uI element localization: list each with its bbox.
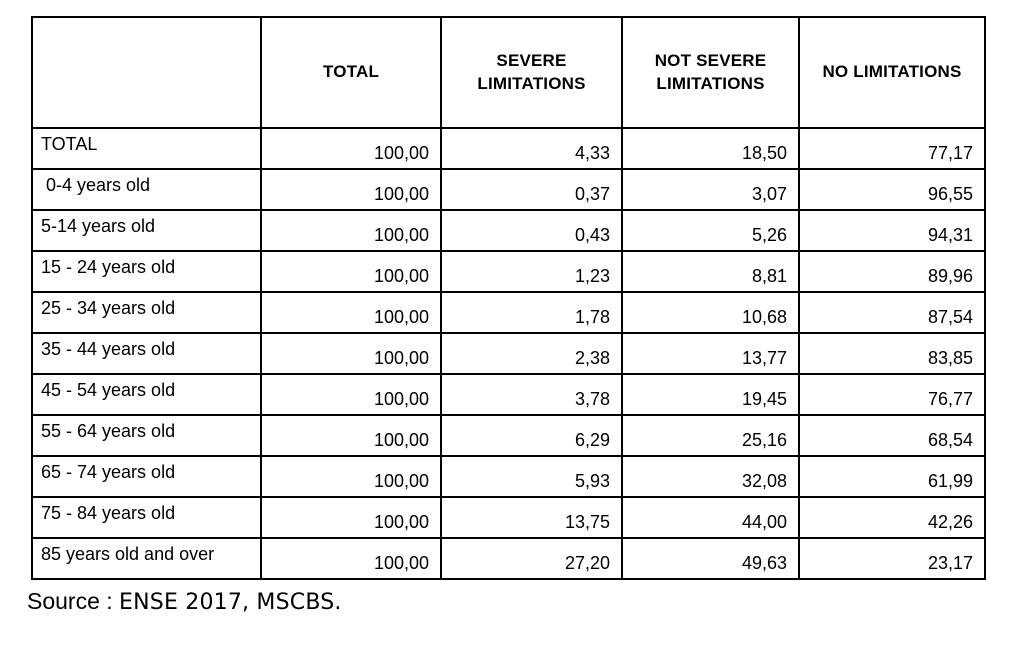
value-cell: 18,50 (622, 128, 799, 169)
value-cell: 0,37 (441, 169, 622, 210)
value-cell: 8,81 (622, 251, 799, 292)
value-cell: 100,00 (261, 292, 441, 333)
value-cell: 2,38 (441, 333, 622, 374)
row-label: 15 - 24 years old (32, 251, 261, 292)
table-row (32, 169, 985, 210)
value-cell: 100,00 (261, 210, 441, 251)
source-note (27, 588, 342, 615)
col-header-no-limitations: NO LIMITATIONS (799, 17, 985, 128)
value-cell: 5,93 (441, 456, 622, 497)
limitations-by-age-table (31, 16, 986, 580)
value-cell: 0,43 (441, 210, 622, 251)
value-cell: 10,68 (622, 292, 799, 333)
value-cell: 100,00 (261, 415, 441, 456)
row-label: TOTAL (32, 128, 261, 169)
row-label: 65 - 74 years old (32, 456, 261, 497)
value-cell: 27,20 (441, 538, 622, 579)
table-row (32, 251, 985, 292)
value-cell: 49,63 (622, 538, 799, 579)
table-row (32, 374, 985, 415)
table-row (32, 333, 985, 374)
row-label: 75 - 84 years old (32, 497, 261, 538)
table-row (32, 128, 985, 169)
table-row (32, 497, 985, 538)
value-cell: 1,23 (441, 251, 622, 292)
value-cell: 3,78 (441, 374, 622, 415)
row-label: 5-14 years old (32, 210, 261, 251)
value-cell: 42,26 (799, 497, 985, 538)
value-cell: 23,17 (799, 538, 985, 579)
value-cell: 61,99 (799, 456, 985, 497)
value-cell: 100,00 (261, 169, 441, 210)
table-body (32, 128, 985, 579)
table-row (32, 210, 985, 251)
value-cell: 13,77 (622, 333, 799, 374)
col-header-severe-limitations: SEVERE LIMITATIONS (441, 17, 622, 128)
table-header (32, 17, 985, 128)
source-label: Source : (27, 588, 113, 614)
value-cell: 1,78 (441, 292, 622, 333)
value-cell: 68,54 (799, 415, 985, 456)
value-cell: 100,00 (261, 374, 441, 415)
row-label: 45 - 54 years old (32, 374, 261, 415)
value-cell: 3,07 (622, 169, 799, 210)
row-label: 55 - 64 years old (32, 415, 261, 456)
row-label: 0-4 years old (32, 169, 261, 210)
value-cell: 76,77 (799, 374, 985, 415)
value-cell: 87,54 (799, 292, 985, 333)
header-row (32, 17, 985, 128)
value-cell: 100,00 (261, 456, 441, 497)
row-label: 35 - 44 years old (32, 333, 261, 374)
value-cell: 44,00 (622, 497, 799, 538)
value-cell: 100,00 (261, 333, 441, 374)
value-cell: 6,29 (441, 415, 622, 456)
row-label: 25 - 34 years old (32, 292, 261, 333)
table-row (32, 538, 985, 579)
value-cell: 5,26 (622, 210, 799, 251)
value-cell: 83,85 (799, 333, 985, 374)
value-cell: 25,16 (622, 415, 799, 456)
table-row (32, 415, 985, 456)
value-cell: 100,00 (261, 538, 441, 579)
table-row (32, 456, 985, 497)
source-citation: ENSE 2017, MSCBS. (119, 590, 342, 615)
value-cell: 77,17 (799, 128, 985, 169)
col-header-empty (32, 17, 261, 128)
value-cell: 4,33 (441, 128, 622, 169)
value-cell: 96,55 (799, 169, 985, 210)
col-header-not-severe-limitations: NOT SEVERE LIMITATIONS (622, 17, 799, 128)
table-row (32, 292, 985, 333)
value-cell: 13,75 (441, 497, 622, 538)
value-cell: 19,45 (622, 374, 799, 415)
value-cell: 94,31 (799, 210, 985, 251)
value-cell: 100,00 (261, 497, 441, 538)
value-cell: 100,00 (261, 251, 441, 292)
col-header-total: TOTAL (261, 17, 441, 128)
row-label: 85 years old and over (32, 538, 261, 579)
value-cell: 89,96 (799, 251, 985, 292)
value-cell: 100,00 (261, 128, 441, 169)
value-cell: 32,08 (622, 456, 799, 497)
